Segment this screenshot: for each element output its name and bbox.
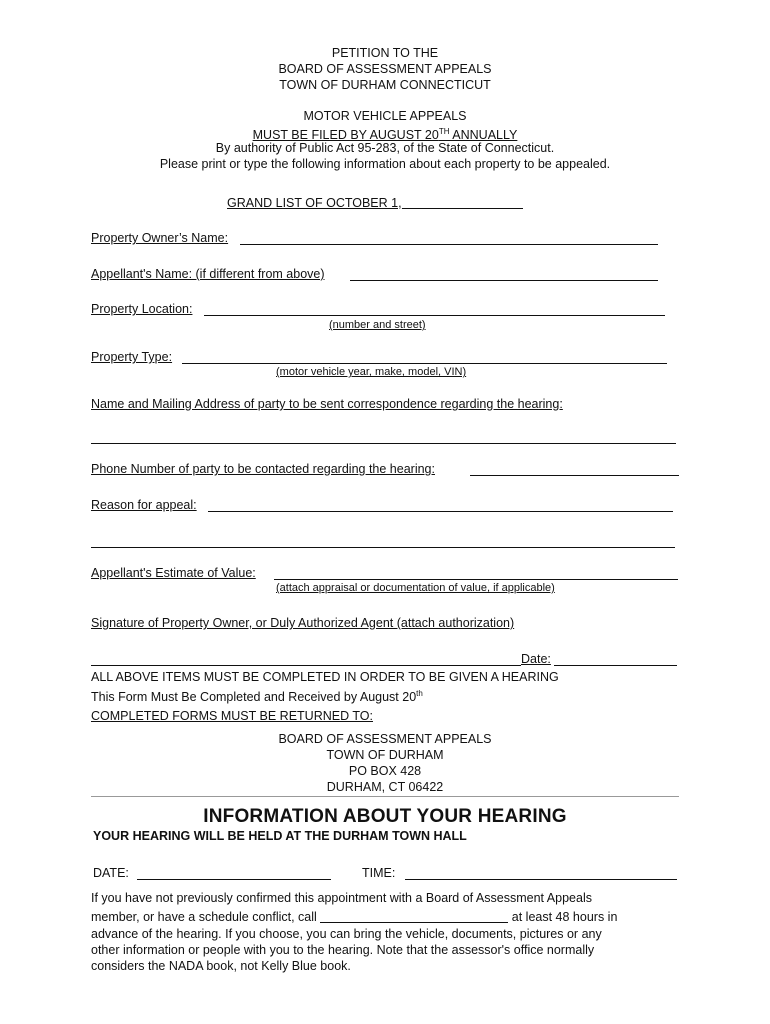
date-label: Date:: [521, 652, 551, 666]
header-line-2: BOARD OF ASSESSMENT APPEALS: [278, 62, 492, 76]
header-line-4: MOTOR VEHICLE APPEALS: [303, 109, 467, 123]
date-input-line[interactable]: [554, 665, 677, 666]
estimate-hint: (attach appraisal or documentation of value, if applicable): [276, 582, 555, 594]
type-hint: (motor vehicle year, make, model, VIN): [276, 366, 467, 378]
reason-label: Reason for appeal:: [91, 498, 197, 512]
header-line-1: PETITION TO THE: [331, 46, 439, 60]
mailing-label: Name and Mailing Address of party to be sent correspondence regarding the hearing:: [91, 397, 563, 411]
deadline-suffix: ANNUALLY: [449, 128, 518, 143]
deadline-sup: TH: [438, 127, 450, 136]
signature-label: Signature of Property Owner, or Duly Authorized Agent (attach authorization): [91, 616, 515, 630]
estimate-input-line[interactable]: [274, 579, 678, 580]
owner-label: Property Owner’s Name:: [91, 231, 229, 245]
hearing-date-line[interactable]: [137, 879, 331, 880]
address-line-4: DURHAM, CT 06422: [326, 780, 444, 794]
phone-blank-line[interactable]: [320, 922, 508, 923]
signature-input-line[interactable]: [91, 665, 521, 666]
instructions-text: Please print or type the following information about each property to be appealed.: [159, 157, 611, 171]
reason-input-line-1[interactable]: [208, 511, 673, 512]
header-line-3: TOWN OF DURHAM CONNECTICUT: [279, 78, 491, 92]
reason-input-line-2[interactable]: [91, 547, 675, 548]
hearing-para-line-1: If you have not previously confirmed this appointment with a Board of Assessment Appeals: [91, 891, 592, 905]
appellant-label: Appellant's Name: (if different from above): [91, 267, 325, 281]
phone-label: Phone Number of party to be contacted regarding the hearing:: [91, 462, 435, 476]
hearing-para-line-5: considers the NADA book, not Kelly Blue book.: [91, 959, 351, 973]
phone-input-line[interactable]: [470, 475, 679, 476]
hearing-para-line-2: member, or have a schedule conflict, call at least 48 hours in: [91, 910, 618, 924]
grand-list-label: GRAND LIST OF OCTOBER 1,: [227, 196, 523, 210]
appellant-input-line[interactable]: [350, 280, 658, 281]
hearing-para-line-3: advance of the hearing. If you choose, you can bring the vehicle, documents, pictures or any: [91, 927, 602, 941]
section-divider: [91, 796, 679, 797]
type-input-line[interactable]: [182, 363, 667, 364]
location-label: Property Location:: [91, 302, 193, 316]
all-items-notice: ALL ABOVE ITEMS MUST BE COMPLETED IN ORDER TO BE GIVEN A HEARING: [91, 670, 559, 684]
authority-text: By authority of Public Act 95-283, of the State of Connecticut.: [215, 141, 555, 155]
address-line-1: BOARD OF ASSESSMENT APPEALS: [278, 732, 492, 746]
estimate-label: Appellant's Estimate of Value:: [91, 566, 256, 580]
return-to-notice: COMPLETED FORMS MUST BE RETURNED TO:: [91, 709, 373, 723]
hearing-title: INFORMATION ABOUT YOUR HEARING: [203, 806, 567, 827]
deadline-prefix: MUST BE FILED BY AUGUST 20: [252, 128, 439, 143]
address-line-2: TOWN OF DURHAM: [326, 748, 444, 762]
hearing-time-line[interactable]: [405, 879, 677, 880]
hearing-time-label: TIME:: [362, 866, 396, 880]
mailing-input-line[interactable]: [91, 443, 676, 444]
owner-input-line[interactable]: [240, 244, 658, 245]
form-deadline-notice: This Form Must Be Completed and Received by August 20th: [91, 689, 423, 705]
hearing-para-line-4: other information or people with you to the hearing. Note that the assessor's office normally: [91, 943, 595, 957]
hearing-date-label: DATE:: [93, 866, 129, 880]
location-hint: (number and street): [329, 319, 426, 331]
address-line-3: PO BOX 428: [348, 764, 422, 778]
type-label: Property Type:: [91, 350, 173, 364]
hearing-subtitle: YOUR HEARING WILL BE HELD AT THE DURHAM TOWN HALL: [93, 829, 467, 843]
location-input-line[interactable]: [204, 315, 665, 316]
